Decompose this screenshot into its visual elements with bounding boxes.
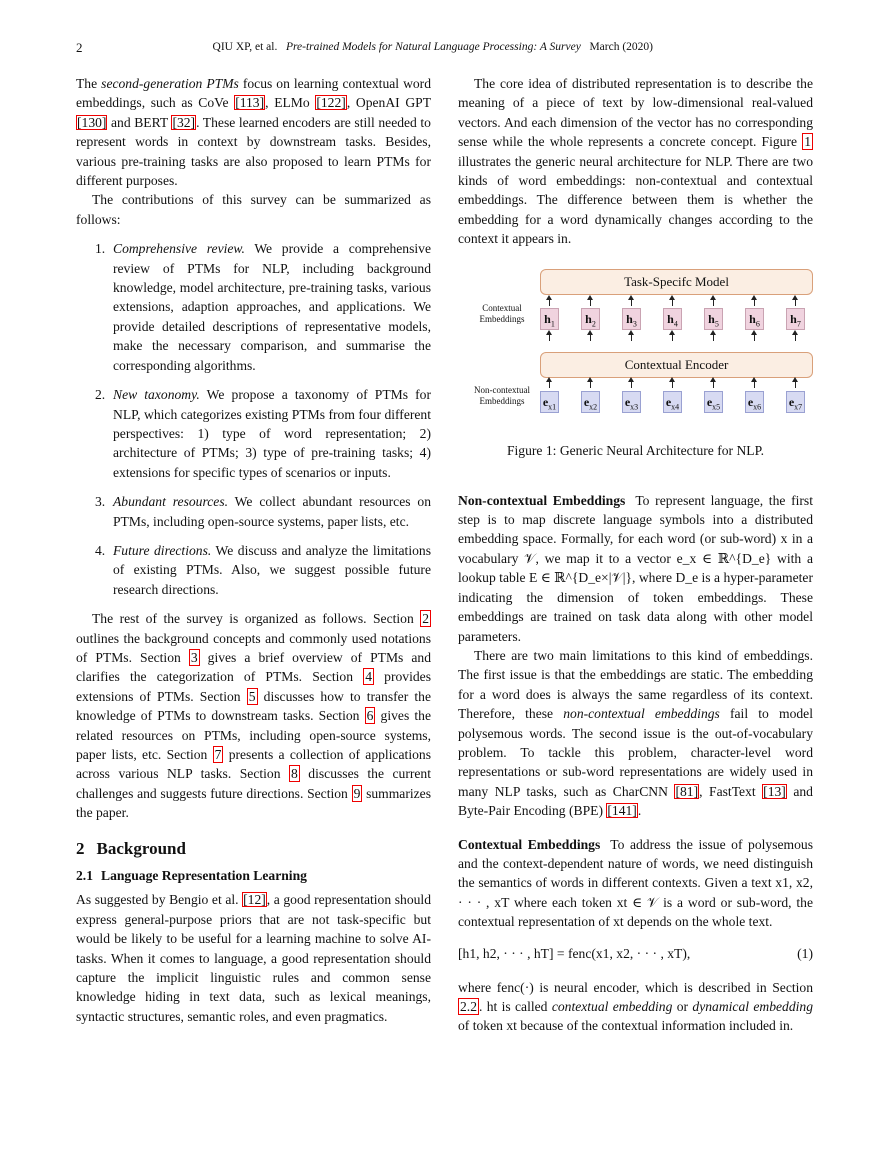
citation-link[interactable]: [141] [607, 803, 637, 819]
arrow-up-icon [549, 332, 550, 341]
section-link[interactable]: 4 [365, 669, 372, 685]
arrow-up-icon [754, 297, 755, 306]
task-specific-model-box: Task-Specifc Model [540, 269, 813, 295]
arrow-up-icon [631, 379, 632, 388]
contextual-embedding-cell: $h_7$ [786, 308, 805, 330]
page-number: 2 [76, 40, 83, 55]
citation-link[interactable]: [13] [763, 783, 786, 799]
citation-link[interactable]: [12] [243, 892, 266, 908]
arrow-up-icon [672, 379, 673, 388]
list-item: 2. New taxonomy. We propose a taxonomy of PTMs for NLP, which categorizes existing PTMs from four different perspectives: 1) type of word representation; 2) architecture of PTMs; 3) type of pre-training tasks; 4) extensions for specific types of scenarios or inputs. [95, 387, 431, 480]
paragraph-organization: The rest of the survey is organized as follows. Section 2 outlines the background concepts and commonly used notations of PTMs. Section 3 gives a brief overview of PTMs and clarifies the categorization of PTMs. Section 4 provides extensions of PTMs. Section 5 discusses how to transfer the knowledge of PTMs to downstream tasks. Section 6 gives the related resources on PTMs, including open-source systems, paper lists, etc. Section 7 presents a collection of applications across various NLP tasks. Section 8 discusses the current challenges and suggests future directions. Section 9 summarizes the paper. [76, 611, 431, 821]
equation-1 [458, 944, 813, 966]
arrow-up-icon [549, 297, 550, 306]
non-contextual-embedding-cell: $e_{x5}$ [704, 391, 723, 413]
paragraph-distributed-representation: The core idea of distributed representation is to describe the meaning of a piece of text by low-dimensional real-valued vectors. And each dimension of the vector has no corresponding sense while the whole represents a concrete concept. Figure 1 illustrates the generic neural architecture for NLP. There are two kinds of word embeddings: non-contextual and contextual embeddings. The difference between them is whether the embedding for a word dynamically changes according to the context it appears in. [458, 76, 813, 247]
arrow-up-icon [590, 379, 591, 388]
section-link[interactable]: 8 [291, 766, 298, 782]
arrow-up-icon [631, 332, 632, 341]
section-link[interactable]: 9 [353, 785, 361, 801]
paragraph-heading: Non-contextual Embeddings [458, 492, 626, 508]
non-contextual-embedding-cell: $e_{x2}$ [581, 391, 600, 413]
arrow-up-icon [713, 379, 714, 388]
citation-link[interactable]: [81] [675, 783, 699, 799]
non-contextual-embedding-cell: $e_{x3}$ [622, 391, 641, 413]
arrow-up-icon [713, 332, 714, 341]
non-contextual-embedding-cell: $e_{x7}$ [786, 391, 805, 413]
running-head: QIU XP, et al. Pre-trained Models for Natural Language Processing: A Survey March (2020) [212, 41, 653, 53]
section-link[interactable]: 7 [214, 747, 222, 762]
list-item: 3. Abundant resources. We collect abundant resources on PTMs, including open-source systems, paper lists, etc. [95, 494, 432, 529]
paragraph-second-gen: The second-generation PTMs focus on learning contextual word embeddings, such as CoVe [113], ELMo [122], OpenAI GPT [130] and BERT [32]. These learned encoders are still needed to represent words in context by downstream tasks. Besides, various pre-training tasks are also proposed to learn PTMs for different purposes. [76, 76, 432, 189]
non-contextual-embedding-cell: $e_{x1}$ [540, 391, 559, 413]
section-link[interactable]: 6 [366, 708, 374, 724]
citation-link[interactable]: [32] [172, 114, 196, 130]
list-item: 4. Future directions. We discuss and analyze the limitations of existing PTMs. Also, we suggest possible future research directions. [95, 542, 431, 597]
paragraph-background: As suggested by Bengio et al. [12], a good representation should express general-purpose priors that are not task-specific but would be likely to be useful for a learning machine to solve AI-tasks. When it comes to language, a good representation should capture the implicit linguistic rules and common sense knowledge hiding in text data, such as lexical meanings, syntactic structures, semantic roles, and even pragmatics. [76, 892, 431, 1024]
paragraph-contextual: Contextual Embeddings To address the issue of polysemous and the context-dependent nature of words, we need distinguish the semantics of words in different contexts. Given a text x1, x2, · · · , xT where each token xt ∈ 𝒱 is a word or sub-word, the contextual representation of xt depends on the whole text. [458, 836, 814, 930]
section-link[interactable]: 5 [248, 688, 256, 704]
paragraph-non-contextual: Non-contextual Embeddings To represent language, the first step is to map discrete language symbols into a distributed embedding space. Formally, for each word (or sub-word) x in a vocabulary 𝒱, we map it to a vector e_x ∈ ℝ^{D_e} with a lookup table E ∈ ℝ^{D_e×|𝒱|}, where D_e is a hyper-parameter indicating the dimension of token embeddings. These embeddings are trained on task data along with other model parameters. [458, 492, 813, 644]
citation-link[interactable]: [122] [316, 95, 346, 111]
equation-number: (1) [797, 945, 813, 961]
figure-link[interactable]: 1 [804, 134, 811, 150]
contextual-embedding-cell: $h_2$ [581, 308, 600, 330]
contextual-embedding-cell: $h_6$ [745, 308, 764, 330]
paragraph-contributions: The contributions of this survey can be summarized as follows: [76, 192, 431, 227]
figure-caption: Figure 1: Generic Neural Architecture for NLP. [506, 442, 765, 458]
arrow-up-icon [631, 297, 632, 306]
list-item: 1. Comprehensive review. We provide a comprehensive review of PTMs for NLP, including background knowledge, model architecture, pre-training tasks, various extensions, adaption approaches, and applications. We provide detailed descriptions of representative models, make the necessary comparison, and summarise the corresponding algorithms. [95, 241, 432, 373]
paragraph-limitations: There are two main limitations to this kind of embeddings. The first issue is that the embeddings are static. The embedding for a word does is always the same regardless of its context. Therefore, these non-contextual embeddings fail to model polysemous words. The second issue is the out-of-vocabulary problem. To tackle this problem, character-level word representations or sub-word representations are widely used in many NLP tasks, such as CharCNN [81], FastText [13] and Byte-Pair Encoding (BPE) [141]. [458, 647, 813, 819]
contextual-embedding-cell: $h_1$ [540, 308, 559, 330]
arrow-up-icon [590, 297, 591, 306]
subsection-heading: 2.1 Language Representation Learning [76, 868, 307, 884]
non-contextual-embeddings-label: Non-contextual Embeddings [474, 384, 530, 406]
non-contextual-embedding-cell: $e_{x6}$ [745, 391, 764, 413]
section-link[interactable]: 2.2 [460, 999, 477, 1014]
contextual-encoder-box: Contextual Encoder [540, 352, 813, 378]
arrow-up-icon [795, 379, 796, 388]
citation-link[interactable]: [113] [235, 95, 265, 111]
equation-body: [h1, h2, · · · , hT] = fenc(x1, x2, · · · , xT), [458, 945, 691, 961]
non-contextual-embedding-cell: $e_{x4}$ [663, 391, 682, 413]
section-link[interactable]: 2 [422, 611, 429, 627]
section-heading: 2 Background [76, 838, 186, 858]
paragraph-where: where fenc(·) is neural encoder, which is described in Section 2.2 . ht is called contextual embedding or dynamical embedding of token xt because of the contextual information included in. [458, 979, 813, 1034]
arrow-up-icon [549, 379, 550, 388]
right-column [458, 74, 813, 1036]
arrow-up-icon [754, 379, 755, 388]
arrow-up-icon [795, 332, 796, 341]
arrow-up-icon [795, 297, 796, 306]
paragraph-heading: Contextual Embeddings [458, 836, 601, 852]
contextual-embedding-cell: $h_3$ [622, 308, 641, 330]
arrow-up-icon [672, 332, 673, 341]
arrow-up-icon [713, 297, 714, 306]
contextual-embeddings-label: Contextual Embeddings [479, 302, 525, 324]
running-header [76, 40, 813, 58]
contextual-embedding-cell: $h_4$ [663, 308, 682, 330]
section-link[interactable]: 3 [190, 649, 198, 665]
arrow-up-icon [754, 332, 755, 341]
left-column [76, 74, 431, 1026]
figure-architecture [458, 263, 813, 481]
arrow-up-icon [672, 297, 673, 306]
citation-link[interactable]: [130] [77, 114, 107, 130]
arrow-up-icon [590, 332, 591, 341]
contribution-list [76, 239, 431, 599]
contextual-embedding-cell: $h_5$ [704, 308, 723, 330]
